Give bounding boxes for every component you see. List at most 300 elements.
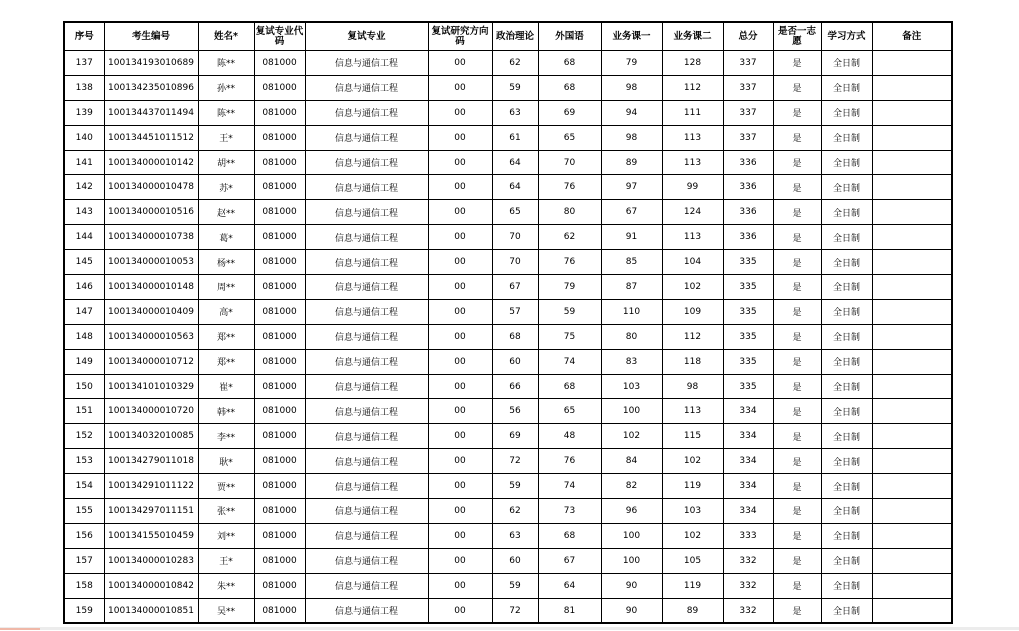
cell-major-code: 081000 bbox=[254, 299, 305, 324]
cell-exam-id: 100134000010712 bbox=[104, 349, 198, 374]
table-row bbox=[64, 349, 952, 374]
cell-first-choice: 是 bbox=[773, 150, 821, 175]
cell-course-two: 89 bbox=[662, 598, 723, 623]
cell-course-one: 94 bbox=[601, 100, 662, 125]
header-course-one: 业务课一 bbox=[601, 22, 662, 51]
cell-remarks bbox=[872, 299, 952, 324]
cell-study-mode: 全日制 bbox=[821, 299, 872, 324]
cell-seq: 146 bbox=[64, 275, 104, 300]
cell-total: 335 bbox=[723, 299, 773, 324]
cell-course-two: 102 bbox=[662, 449, 723, 474]
cell-study-mode: 全日制 bbox=[821, 225, 872, 250]
cell-course-one: 85 bbox=[601, 250, 662, 275]
page-bottom-border bbox=[0, 627, 1019, 630]
table-row bbox=[64, 399, 952, 424]
cell-direction-code: 00 bbox=[428, 474, 492, 499]
cell-course-two: 98 bbox=[662, 374, 723, 399]
cell-direction-code: 00 bbox=[428, 250, 492, 275]
cell-first-choice: 是 bbox=[773, 548, 821, 573]
cell-politics: 56 bbox=[492, 399, 538, 424]
cell-exam-id: 100134193010689 bbox=[104, 51, 198, 76]
cell-course-two: 102 bbox=[662, 275, 723, 300]
cell-name: 郑** bbox=[198, 349, 254, 374]
cell-first-choice: 是 bbox=[773, 125, 821, 150]
cell-remarks bbox=[872, 349, 952, 374]
cell-seq: 159 bbox=[64, 598, 104, 623]
cell-seq: 149 bbox=[64, 349, 104, 374]
cell-politics: 70 bbox=[492, 250, 538, 275]
cell-direction-code: 00 bbox=[428, 499, 492, 524]
cell-name: 胡** bbox=[198, 150, 254, 175]
cell-major: 信息与通信工程 bbox=[305, 598, 428, 623]
cell-study-mode: 全日制 bbox=[821, 100, 872, 125]
cell-remarks bbox=[872, 175, 952, 200]
cell-study-mode: 全日制 bbox=[821, 250, 872, 275]
cell-course-one: 87 bbox=[601, 275, 662, 300]
cell-study-mode: 全日制 bbox=[821, 175, 872, 200]
cell-major-code: 081000 bbox=[254, 175, 305, 200]
cell-name: 张** bbox=[198, 499, 254, 524]
header-first-choice: 是否一志愿 bbox=[773, 22, 821, 51]
header-remarks: 备注 bbox=[872, 22, 952, 51]
cell-major: 信息与通信工程 bbox=[305, 324, 428, 349]
cell-remarks bbox=[872, 250, 952, 275]
cell-total: 334 bbox=[723, 399, 773, 424]
cell-course-one: 100 bbox=[601, 523, 662, 548]
cell-politics: 63 bbox=[492, 523, 538, 548]
table-row bbox=[64, 523, 952, 548]
cell-study-mode: 全日制 bbox=[821, 399, 872, 424]
cell-first-choice: 是 bbox=[773, 275, 821, 300]
cell-course-one: 103 bbox=[601, 374, 662, 399]
header-course-two: 业务课二 bbox=[662, 22, 723, 51]
cell-foreign-language: 76 bbox=[538, 175, 601, 200]
cell-remarks bbox=[872, 598, 952, 623]
cell-course-one: 98 bbox=[601, 125, 662, 150]
cell-course-two: 113 bbox=[662, 399, 723, 424]
table-row bbox=[64, 424, 952, 449]
cell-total: 337 bbox=[723, 100, 773, 125]
cell-name: 周** bbox=[198, 275, 254, 300]
cell-total: 336 bbox=[723, 150, 773, 175]
cell-major: 信息与通信工程 bbox=[305, 349, 428, 374]
table-row bbox=[64, 275, 952, 300]
cell-major: 信息与通信工程 bbox=[305, 150, 428, 175]
cell-direction-code: 00 bbox=[428, 75, 492, 100]
cell-course-two: 111 bbox=[662, 100, 723, 125]
cell-course-two: 113 bbox=[662, 225, 723, 250]
cell-seq: 139 bbox=[64, 100, 104, 125]
table-header bbox=[64, 22, 952, 51]
cell-foreign-language: 68 bbox=[538, 75, 601, 100]
cell-direction-code: 00 bbox=[428, 573, 492, 598]
cell-course-one: 102 bbox=[601, 424, 662, 449]
cell-exam-id: 100134000010516 bbox=[104, 200, 198, 225]
cell-major: 信息与通信工程 bbox=[305, 51, 428, 76]
cell-politics: 72 bbox=[492, 598, 538, 623]
cell-study-mode: 全日制 bbox=[821, 424, 872, 449]
cell-politics: 65 bbox=[492, 200, 538, 225]
cell-course-one: 89 bbox=[601, 150, 662, 175]
cell-exam-id: 100134000010720 bbox=[104, 399, 198, 424]
cell-major-code: 081000 bbox=[254, 349, 305, 374]
cell-exam-id: 100134032010085 bbox=[104, 424, 198, 449]
table-row bbox=[64, 299, 952, 324]
cell-seq: 154 bbox=[64, 474, 104, 499]
cell-total: 333 bbox=[723, 523, 773, 548]
table-row bbox=[64, 499, 952, 524]
cell-major: 信息与通信工程 bbox=[305, 100, 428, 125]
cell-study-mode: 全日制 bbox=[821, 75, 872, 100]
cell-politics: 59 bbox=[492, 573, 538, 598]
cell-major: 信息与通信工程 bbox=[305, 548, 428, 573]
cell-seq: 137 bbox=[64, 51, 104, 76]
cell-major: 信息与通信工程 bbox=[305, 449, 428, 474]
cell-remarks bbox=[872, 150, 952, 175]
cell-direction-code: 00 bbox=[428, 548, 492, 573]
cell-major-code: 081000 bbox=[254, 449, 305, 474]
cell-study-mode: 全日制 bbox=[821, 499, 872, 524]
cell-direction-code: 00 bbox=[428, 225, 492, 250]
cell-seq: 153 bbox=[64, 449, 104, 474]
cell-name: 葛* bbox=[198, 225, 254, 250]
table-row bbox=[64, 250, 952, 275]
cell-direction-code: 00 bbox=[428, 374, 492, 399]
cell-foreign-language: 81 bbox=[538, 598, 601, 623]
cell-direction-code: 00 bbox=[428, 275, 492, 300]
cell-major-code: 081000 bbox=[254, 275, 305, 300]
cell-direction-code: 00 bbox=[428, 200, 492, 225]
cell-exam-id: 100134000010842 bbox=[104, 573, 198, 598]
cell-study-mode: 全日制 bbox=[821, 523, 872, 548]
cell-foreign-language: 74 bbox=[538, 474, 601, 499]
cell-politics: 60 bbox=[492, 548, 538, 573]
cell-exam-id: 100134000010283 bbox=[104, 548, 198, 573]
cell-major: 信息与通信工程 bbox=[305, 523, 428, 548]
cell-name: 李** bbox=[198, 424, 254, 449]
cell-politics: 59 bbox=[492, 474, 538, 499]
cell-direction-code: 00 bbox=[428, 349, 492, 374]
cell-total: 332 bbox=[723, 548, 773, 573]
cell-course-two: 119 bbox=[662, 474, 723, 499]
cell-exam-id: 100134437011494 bbox=[104, 100, 198, 125]
cell-first-choice: 是 bbox=[773, 299, 821, 324]
cell-name: 王* bbox=[198, 548, 254, 573]
cell-first-choice: 是 bbox=[773, 75, 821, 100]
cell-exam-id: 100134000010409 bbox=[104, 299, 198, 324]
cell-total: 334 bbox=[723, 449, 773, 474]
table-row bbox=[64, 200, 952, 225]
cell-first-choice: 是 bbox=[773, 424, 821, 449]
cell-first-choice: 是 bbox=[773, 573, 821, 598]
cell-study-mode: 全日制 bbox=[821, 474, 872, 499]
header-exam-id: 考生编号 bbox=[104, 22, 198, 51]
cell-seq: 144 bbox=[64, 225, 104, 250]
cell-major-code: 081000 bbox=[254, 548, 305, 573]
cell-total: 335 bbox=[723, 324, 773, 349]
cell-first-choice: 是 bbox=[773, 523, 821, 548]
cell-major-code: 081000 bbox=[254, 598, 305, 623]
cell-exam-id: 100134000010053 bbox=[104, 250, 198, 275]
cell-foreign-language: 62 bbox=[538, 225, 601, 250]
cell-first-choice: 是 bbox=[773, 474, 821, 499]
cell-study-mode: 全日制 bbox=[821, 324, 872, 349]
cell-name: 苏* bbox=[198, 175, 254, 200]
table-body bbox=[64, 51, 952, 624]
cell-foreign-language: 76 bbox=[538, 449, 601, 474]
cell-course-two: 105 bbox=[662, 548, 723, 573]
cell-course-two: 112 bbox=[662, 324, 723, 349]
cell-study-mode: 全日制 bbox=[821, 449, 872, 474]
table-row bbox=[64, 598, 952, 623]
cell-direction-code: 00 bbox=[428, 523, 492, 548]
table-row bbox=[64, 225, 952, 250]
cell-study-mode: 全日制 bbox=[821, 349, 872, 374]
cell-major: 信息与通信工程 bbox=[305, 474, 428, 499]
cell-course-one: 90 bbox=[601, 573, 662, 598]
cell-remarks bbox=[872, 125, 952, 150]
table-row bbox=[64, 449, 952, 474]
cell-remarks bbox=[872, 548, 952, 573]
cell-direction-code: 00 bbox=[428, 100, 492, 125]
cell-total: 335 bbox=[723, 250, 773, 275]
cell-total: 336 bbox=[723, 225, 773, 250]
cell-study-mode: 全日制 bbox=[821, 150, 872, 175]
cell-seq: 140 bbox=[64, 125, 104, 150]
cell-direction-code: 00 bbox=[428, 399, 492, 424]
cell-first-choice: 是 bbox=[773, 324, 821, 349]
header-major-code: 复试专业代码 bbox=[254, 22, 305, 51]
cell-total: 334 bbox=[723, 474, 773, 499]
cell-course-two: 113 bbox=[662, 150, 723, 175]
cell-total: 336 bbox=[723, 175, 773, 200]
cell-politics: 62 bbox=[492, 499, 538, 524]
table-row bbox=[64, 150, 952, 175]
cell-direction-code: 00 bbox=[428, 598, 492, 623]
cell-major: 信息与通信工程 bbox=[305, 399, 428, 424]
cell-major-code: 081000 bbox=[254, 75, 305, 100]
header-study-mode: 学习方式 bbox=[821, 22, 872, 51]
cell-seq: 142 bbox=[64, 175, 104, 200]
cell-major-code: 081000 bbox=[254, 399, 305, 424]
cell-major-code: 081000 bbox=[254, 125, 305, 150]
cell-total: 337 bbox=[723, 75, 773, 100]
cell-politics: 60 bbox=[492, 349, 538, 374]
table-row bbox=[64, 548, 952, 573]
cell-major-code: 081000 bbox=[254, 324, 305, 349]
cell-total: 337 bbox=[723, 125, 773, 150]
cell-name: 郑** bbox=[198, 324, 254, 349]
cell-direction-code: 00 bbox=[428, 175, 492, 200]
cell-seq: 157 bbox=[64, 548, 104, 573]
header-major: 复试专业 bbox=[305, 22, 428, 51]
cell-politics: 64 bbox=[492, 150, 538, 175]
cell-total: 336 bbox=[723, 200, 773, 225]
cell-direction-code: 00 bbox=[428, 150, 492, 175]
cell-foreign-language: 68 bbox=[538, 51, 601, 76]
score-table bbox=[63, 21, 953, 624]
cell-first-choice: 是 bbox=[773, 200, 821, 225]
cell-exam-id: 100134451011512 bbox=[104, 125, 198, 150]
cell-first-choice: 是 bbox=[773, 100, 821, 125]
cell-course-one: 83 bbox=[601, 349, 662, 374]
cell-exam-id: 100134155010459 bbox=[104, 523, 198, 548]
cell-politics: 57 bbox=[492, 299, 538, 324]
cell-politics: 67 bbox=[492, 275, 538, 300]
cell-seq: 148 bbox=[64, 324, 104, 349]
cell-first-choice: 是 bbox=[773, 399, 821, 424]
cell-total: 332 bbox=[723, 573, 773, 598]
cell-foreign-language: 65 bbox=[538, 399, 601, 424]
cell-major: 信息与通信工程 bbox=[305, 200, 428, 225]
cell-politics: 70 bbox=[492, 225, 538, 250]
cell-study-mode: 全日制 bbox=[821, 374, 872, 399]
cell-foreign-language: 65 bbox=[538, 125, 601, 150]
cell-remarks bbox=[872, 225, 952, 250]
cell-major-code: 081000 bbox=[254, 225, 305, 250]
cell-name: 崔* bbox=[198, 374, 254, 399]
cell-foreign-language: 48 bbox=[538, 424, 601, 449]
cell-study-mode: 全日制 bbox=[821, 51, 872, 76]
table-row bbox=[64, 374, 952, 399]
cell-course-one: 100 bbox=[601, 548, 662, 573]
cell-exam-id: 100134279011018 bbox=[104, 449, 198, 474]
cell-major-code: 081000 bbox=[254, 424, 305, 449]
cell-study-mode: 全日制 bbox=[821, 548, 872, 573]
table-row bbox=[64, 324, 952, 349]
cell-name: 贾** bbox=[198, 474, 254, 499]
cell-foreign-language: 74 bbox=[538, 349, 601, 374]
table-row bbox=[64, 175, 952, 200]
cell-major: 信息与通信工程 bbox=[305, 175, 428, 200]
cell-major: 信息与通信工程 bbox=[305, 573, 428, 598]
cell-course-two: 112 bbox=[662, 75, 723, 100]
cell-remarks bbox=[872, 523, 952, 548]
cell-direction-code: 00 bbox=[428, 51, 492, 76]
cell-remarks bbox=[872, 449, 952, 474]
cell-total: 337 bbox=[723, 51, 773, 76]
cell-seq: 151 bbox=[64, 399, 104, 424]
cell-politics: 72 bbox=[492, 449, 538, 474]
header-direction-code: 复试研究方向码 bbox=[428, 22, 492, 51]
cell-foreign-language: 79 bbox=[538, 275, 601, 300]
cell-first-choice: 是 bbox=[773, 225, 821, 250]
cell-exam-id: 100134000010142 bbox=[104, 150, 198, 175]
table-row bbox=[64, 75, 952, 100]
cell-major-code: 081000 bbox=[254, 150, 305, 175]
cell-first-choice: 是 bbox=[773, 349, 821, 374]
table-row bbox=[64, 51, 952, 76]
cell-foreign-language: 70 bbox=[538, 150, 601, 175]
cell-course-one: 91 bbox=[601, 225, 662, 250]
cell-total: 335 bbox=[723, 275, 773, 300]
cell-exam-id: 100134000010563 bbox=[104, 324, 198, 349]
cell-major: 信息与通信工程 bbox=[305, 299, 428, 324]
cell-remarks bbox=[872, 200, 952, 225]
cell-course-one: 80 bbox=[601, 324, 662, 349]
cell-foreign-language: 68 bbox=[538, 374, 601, 399]
table-row bbox=[64, 125, 952, 150]
cell-total: 335 bbox=[723, 374, 773, 399]
cell-first-choice: 是 bbox=[773, 374, 821, 399]
cell-remarks bbox=[872, 275, 952, 300]
cell-course-two: 113 bbox=[662, 125, 723, 150]
cell-politics: 63 bbox=[492, 100, 538, 125]
cell-major-code: 081000 bbox=[254, 51, 305, 76]
cell-first-choice: 是 bbox=[773, 250, 821, 275]
cell-politics: 64 bbox=[492, 175, 538, 200]
cell-major: 信息与通信工程 bbox=[305, 75, 428, 100]
cell-remarks bbox=[872, 51, 952, 76]
cell-course-two: 99 bbox=[662, 175, 723, 200]
header-seq: 序号 bbox=[64, 22, 104, 51]
cell-name: 赵** bbox=[198, 200, 254, 225]
cell-politics: 62 bbox=[492, 51, 538, 76]
cell-study-mode: 全日制 bbox=[821, 598, 872, 623]
cell-remarks bbox=[872, 399, 952, 424]
cell-study-mode: 全日制 bbox=[821, 125, 872, 150]
cell-remarks bbox=[872, 474, 952, 499]
header-politics: 政治理论 bbox=[492, 22, 538, 51]
header-foreign-language: 外国语 bbox=[538, 22, 601, 51]
cell-first-choice: 是 bbox=[773, 449, 821, 474]
cell-name: 陈** bbox=[198, 100, 254, 125]
cell-course-two: 119 bbox=[662, 573, 723, 598]
cell-seq: 150 bbox=[64, 374, 104, 399]
cell-seq: 145 bbox=[64, 250, 104, 275]
cell-major-code: 081000 bbox=[254, 499, 305, 524]
cell-exam-id: 100134291011122 bbox=[104, 474, 198, 499]
cell-politics: 61 bbox=[492, 125, 538, 150]
cell-course-two: 102 bbox=[662, 523, 723, 548]
cell-name: 吴** bbox=[198, 598, 254, 623]
cell-course-two: 115 bbox=[662, 424, 723, 449]
cell-exam-id: 100134000010851 bbox=[104, 598, 198, 623]
cell-study-mode: 全日制 bbox=[821, 573, 872, 598]
cell-foreign-language: 64 bbox=[538, 573, 601, 598]
cell-name: 刘** bbox=[198, 523, 254, 548]
cell-course-two: 109 bbox=[662, 299, 723, 324]
cell-total: 334 bbox=[723, 499, 773, 524]
cell-politics: 68 bbox=[492, 324, 538, 349]
cell-politics: 66 bbox=[492, 374, 538, 399]
cell-course-two: 124 bbox=[662, 200, 723, 225]
cell-study-mode: 全日制 bbox=[821, 275, 872, 300]
cell-exam-id: 100134000010478 bbox=[104, 175, 198, 200]
cell-remarks bbox=[872, 573, 952, 598]
table-row bbox=[64, 100, 952, 125]
cell-direction-code: 00 bbox=[428, 324, 492, 349]
cell-seq: 141 bbox=[64, 150, 104, 175]
cell-name: 耿* bbox=[198, 449, 254, 474]
header-row bbox=[64, 22, 952, 51]
cell-direction-code: 00 bbox=[428, 299, 492, 324]
cell-direction-code: 00 bbox=[428, 424, 492, 449]
admission-list-sheet bbox=[63, 21, 953, 624]
cell-course-one: 84 bbox=[601, 449, 662, 474]
cell-first-choice: 是 bbox=[773, 175, 821, 200]
header-total: 总分 bbox=[723, 22, 773, 51]
cell-course-two: 103 bbox=[662, 499, 723, 524]
cell-foreign-language: 69 bbox=[538, 100, 601, 125]
cell-exam-id: 100134101010329 bbox=[104, 374, 198, 399]
cell-major-code: 081000 bbox=[254, 573, 305, 598]
cell-exam-id: 100134000010148 bbox=[104, 275, 198, 300]
cell-major-code: 081000 bbox=[254, 523, 305, 548]
table-row bbox=[64, 573, 952, 598]
cell-name: 韩** bbox=[198, 399, 254, 424]
cell-major: 信息与通信工程 bbox=[305, 424, 428, 449]
